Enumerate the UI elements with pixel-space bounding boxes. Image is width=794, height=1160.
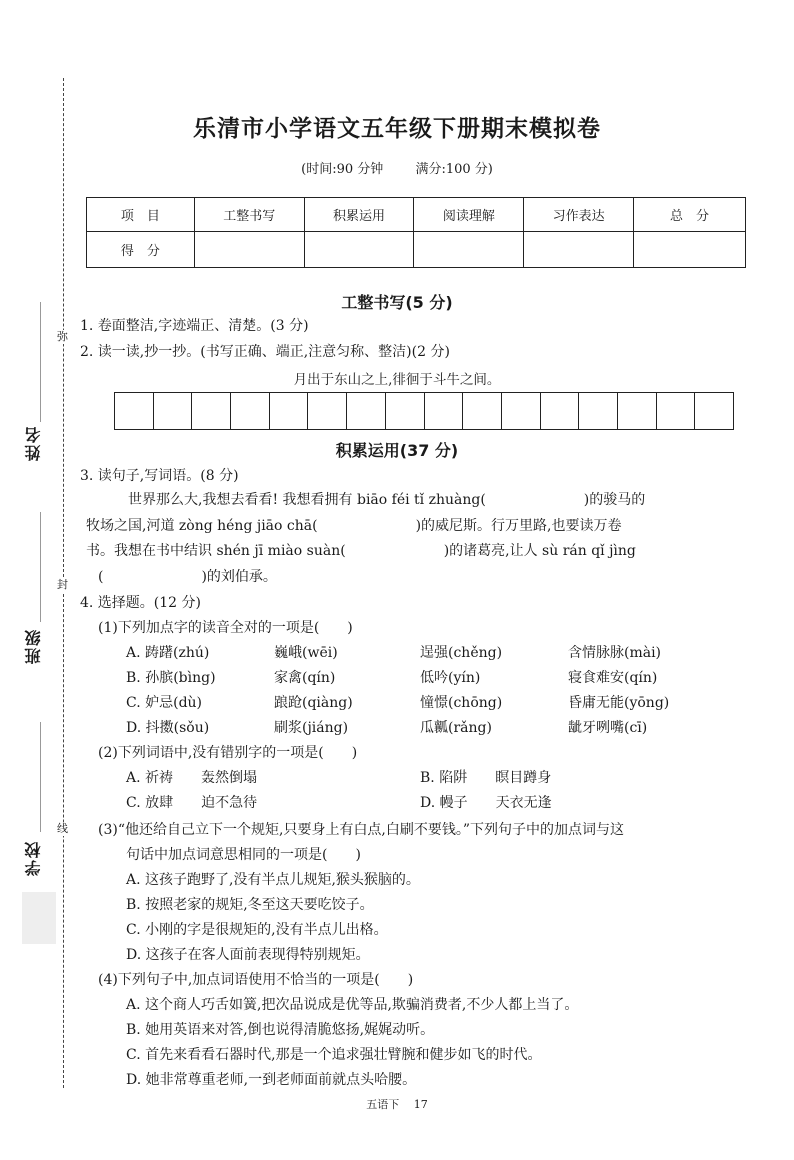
option-c[interactable]: C. 首先来看看石器时代,那是一个追求强壮臂腕和健步如飞的时代。 xyxy=(126,1047,542,1063)
col-item: 项 目 xyxy=(87,198,195,232)
grid-cell[interactable] xyxy=(231,393,270,429)
option-a[interactable]: A. 祈祷 轰然倒塌 xyxy=(126,770,258,786)
score-table xyxy=(86,197,746,268)
grid-cell[interactable] xyxy=(541,393,580,429)
exam-score: 满分:100 分) xyxy=(415,162,493,177)
option-d[interactable]: D. 这孩子在客人面前表现得特别规矩。 xyxy=(126,947,370,963)
option-b[interactable]: B. 按照老家的规矩,冬至这天要吃饺子。 xyxy=(126,897,374,913)
col-writing: 习作表达 xyxy=(524,198,634,232)
poem-line: 月出于东山之上,徘徊于斗牛之间。 xyxy=(293,372,501,388)
class-label: 班级 xyxy=(24,628,43,664)
option-c-word: 踉跄(qiàng) xyxy=(274,695,353,711)
q4-4-title: (4)下列句子中,加点词语使用不恰当的一项是( ) xyxy=(98,972,414,988)
question-4: 4. 选择题。(12 分) xyxy=(80,595,201,611)
grid-cell[interactable] xyxy=(425,393,464,429)
col-accumulation: 积累运用 xyxy=(304,198,414,232)
grid-cell[interactable] xyxy=(502,393,541,429)
school-label: 学校 xyxy=(24,840,43,876)
grid-cell[interactable] xyxy=(579,393,618,429)
option-c[interactable]: C. 妒忌(dù) xyxy=(126,695,203,711)
seal-mark-feng: 封 xyxy=(57,578,68,591)
option-a[interactable]: A. 这孩子跑野了,没有半点儿规矩,猴头猴脑的。 xyxy=(126,872,420,888)
grid-cell[interactable] xyxy=(695,393,733,429)
gray-block xyxy=(22,892,56,944)
score-table-header xyxy=(87,198,746,232)
score-cell[interactable] xyxy=(524,232,634,268)
section-handwriting-title: 工整书写(5 分) xyxy=(341,293,453,312)
option-c-word: 昏庸无能(yōng) xyxy=(568,695,670,711)
option-a[interactable]: A. 这个商人巧舌如簧,把次品说成是优等品,欺骗消费者,不少人都上当了。 xyxy=(126,997,579,1013)
option-b-word: 低吟(yín) xyxy=(420,670,481,686)
option-a[interactable]: A. 踌躇(zhú) xyxy=(126,645,210,661)
q4-3-title: (3)“他还给自己立下一个规矩,只要身上有白点,白刷不要钱。”下列句子中的加点词与这 xyxy=(98,822,625,838)
option-c[interactable]: C. 小刚的字是很规矩的,没有半点儿出格。 xyxy=(126,922,388,938)
page-title: 乐清市小学语文五年级下册期末模拟卷 xyxy=(193,115,601,142)
question-3-passage: 世界那么大,我想去看看! 我想看拥有 biāo féi tǐ zhuàng( )的骏马的 牧场之国,河道 zòng héng jiāo chā( )的威尼斯。行万里路,也要读万卷 书。我想在书中结识 shén jī miào suàn( )的诸葛亮,让人 sù rán qǐ jìng ( )的刘伯承。 xyxy=(86,492,646,585)
name-write-line xyxy=(40,302,41,422)
option-d-word: 刷浆(jiáng) xyxy=(274,720,349,736)
option-d-word: 龇牙咧嘴(cī) xyxy=(568,720,648,736)
seal-mark-xian: 线 xyxy=(57,822,68,835)
score-cell[interactable] xyxy=(634,232,746,268)
col-total: 总 分 xyxy=(634,198,746,232)
copy-grid[interactable] xyxy=(114,392,734,430)
question-3: 3. 读句子,写词语。(8 分) xyxy=(80,468,239,484)
option-d-word: 瓜瓤(rǎng) xyxy=(420,720,492,736)
grid-cell[interactable] xyxy=(347,393,386,429)
option-b[interactable]: B. 陷阱 瞑目蹲身 xyxy=(420,770,552,786)
score-cell[interactable] xyxy=(194,232,304,268)
question-1: 1. 卷面整洁,字迹端正、清楚。(3 分) xyxy=(80,318,309,334)
q4-2-title: (2)下列词语中,没有错别字的一项是( ) xyxy=(98,745,358,761)
exam-time: (时间:90 分钟 xyxy=(301,162,384,177)
option-c-word: 憧憬(chōng) xyxy=(420,695,503,711)
q4-1-title: (1)下列加点字的读音全对的一项是( ) xyxy=(98,620,353,636)
grid-cell[interactable] xyxy=(657,393,696,429)
option-b-word: 家禽(qín) xyxy=(274,670,336,686)
col-handwriting: 工整书写 xyxy=(194,198,304,232)
class-write-line xyxy=(40,512,41,622)
grid-cell[interactable] xyxy=(308,393,347,429)
name-label: 姓名 xyxy=(24,425,43,461)
option-b[interactable]: B. 孙膑(bìng) xyxy=(126,670,216,686)
score-table-row xyxy=(87,232,746,268)
grid-cell[interactable] xyxy=(192,393,231,429)
option-b[interactable]: B. 她用英语来对答,倒也说得清脆悠扬,娓娓动听。 xyxy=(126,1022,435,1038)
option-a-word: 含情脉脉(mài) xyxy=(568,645,662,661)
option-b-word: 寝食难安(qín) xyxy=(568,670,658,686)
grid-cell[interactable] xyxy=(154,393,193,429)
option-a-word: 逞强(chěng) xyxy=(420,645,503,661)
q4-3-title-cont: 句话中加点词意思相同的一项是( ) xyxy=(126,847,361,863)
option-d[interactable]: D. 她非常尊重老师,一到老师面前就点头哈腰。 xyxy=(126,1072,417,1088)
grid-cell[interactable] xyxy=(270,393,309,429)
grid-cell[interactable] xyxy=(115,393,154,429)
grid-cell[interactable] xyxy=(463,393,502,429)
row-score-label: 得 分 xyxy=(87,232,195,268)
school-write-line xyxy=(40,722,41,832)
question-2: 2. 读一读,抄一抄。(书写正确、端正,注意匀称、整洁)(2 分) xyxy=(80,344,450,360)
option-a-word: 巍峨(wēi) xyxy=(274,645,338,661)
seal-mark-mi: 弥 xyxy=(57,330,68,343)
page-footer: 五语下 17 xyxy=(366,1098,428,1111)
grid-cell[interactable] xyxy=(386,393,425,429)
exam-info xyxy=(0,158,794,177)
col-reading: 阅读理解 xyxy=(414,198,524,232)
option-c[interactable]: C. 放肆 迫不急待 xyxy=(126,795,258,811)
section-accumulation-title: 积累运用(37 分) xyxy=(335,441,459,460)
grid-cell[interactable] xyxy=(618,393,657,429)
score-cell[interactable] xyxy=(304,232,414,268)
score-cell[interactable] xyxy=(414,232,524,268)
option-d[interactable]: D. 幔子 天衣无逢 xyxy=(420,795,552,811)
option-d[interactable]: D. 抖擞(sǒu) xyxy=(126,720,210,736)
